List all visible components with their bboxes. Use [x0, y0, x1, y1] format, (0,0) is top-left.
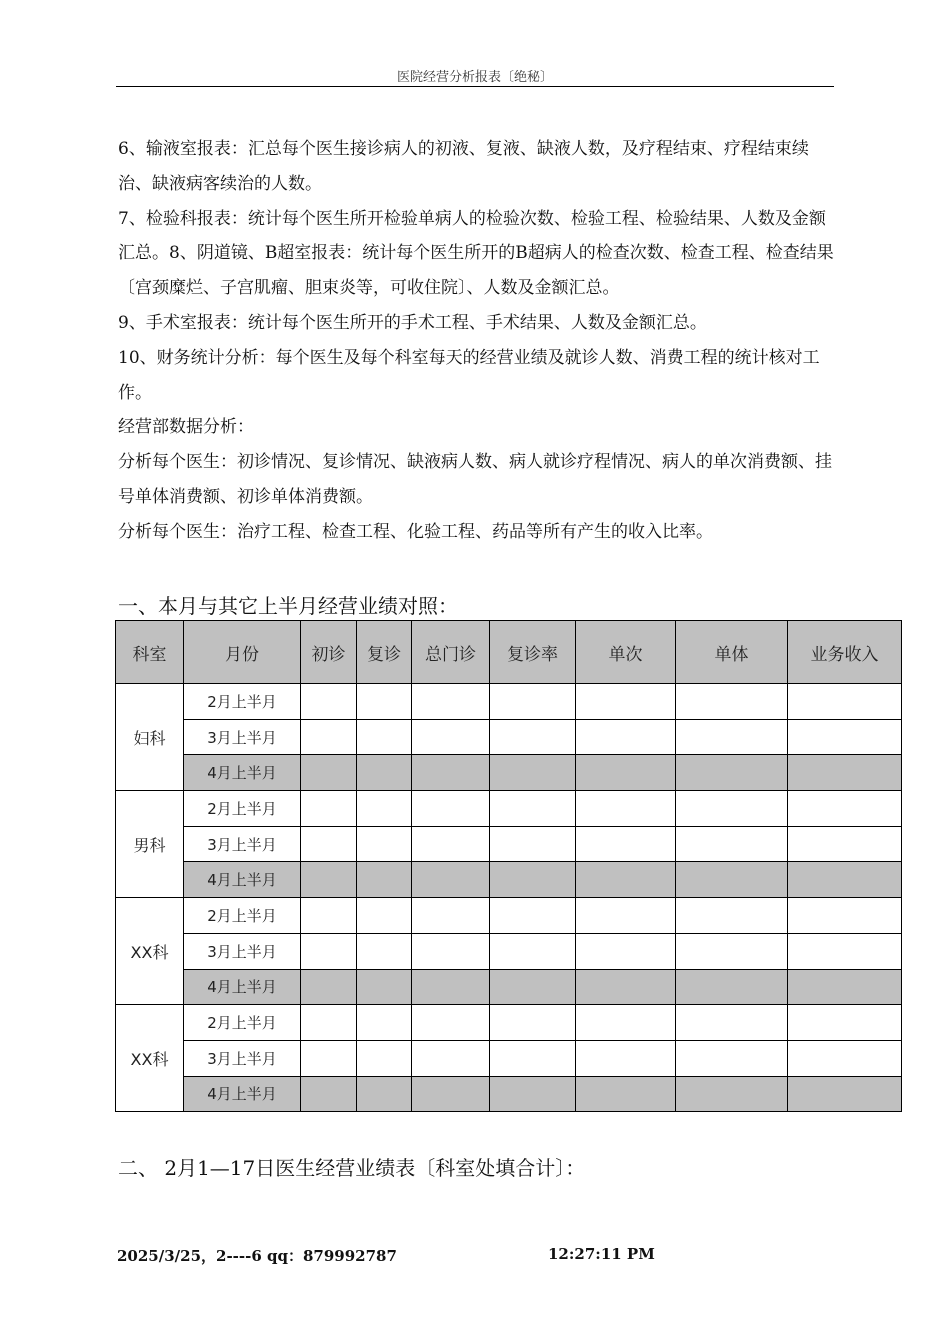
data-cell: [576, 1005, 676, 1041]
data-cell: [490, 933, 576, 969]
data-cell: [576, 684, 676, 720]
data-cell: [788, 826, 902, 862]
data-cell: [788, 1040, 902, 1076]
data-cell: [490, 684, 576, 720]
data-cell: [412, 719, 490, 755]
data-cell: [490, 1040, 576, 1076]
month-cell: 2月上半月: [184, 791, 301, 827]
data-cell: [676, 719, 788, 755]
data-cell: [357, 1076, 412, 1112]
page-header: 医院经营分析报表〔绝秘〕: [396, 70, 553, 85]
data-cell: [412, 1076, 490, 1112]
data-cell: [676, 1040, 788, 1076]
data-cell: [788, 862, 902, 898]
paragraph-doctor-analysis-1: 分析每个医生：初诊情况、复诊情况、缺液病人数、病人就诊疗程情况、病人的单次消费额、挂号单体消费额、初诊单体消费额。: [118, 452, 832, 507]
data-cell: [301, 791, 357, 827]
header-revenue: 业务收入: [788, 621, 902, 684]
data-cell: [676, 791, 788, 827]
month-cell: 4月上半月: [184, 969, 301, 1005]
data-cell: [490, 719, 576, 755]
dept-cell: 妇科: [116, 684, 184, 791]
month-cell: 4月上半月: [184, 862, 301, 898]
table-header-row: [116, 621, 902, 684]
data-cell: [412, 862, 490, 898]
table-row: [116, 1005, 902, 1041]
month-cell: 3月上半月: [184, 1040, 301, 1076]
table-row: [116, 791, 902, 827]
data-cell: [576, 1040, 676, 1076]
data-cell: [357, 826, 412, 862]
data-cell: [412, 969, 490, 1005]
data-cell: [576, 791, 676, 827]
data-cell: [357, 755, 412, 791]
data-cell: [301, 1040, 357, 1076]
data-cell: [301, 862, 357, 898]
data-cell: [490, 1005, 576, 1041]
data-cell: [301, 1005, 357, 1041]
table-row: [116, 933, 902, 969]
performance-comparison-table: [115, 620, 902, 1112]
data-cell: [357, 1005, 412, 1041]
month-cell: 4月上半月: [184, 755, 301, 791]
data-cell: [788, 791, 902, 827]
data-cell: [788, 719, 902, 755]
data-cell: [412, 1040, 490, 1076]
data-cell: [676, 933, 788, 969]
data-cell: [788, 898, 902, 934]
section-title-comparison: 一、本月与其它上半月经营业绩对照：: [118, 594, 458, 618]
data-cell: [412, 755, 490, 791]
data-cell: [490, 826, 576, 862]
data-cell: [301, 826, 357, 862]
header-per-patient: 单体: [676, 621, 788, 684]
data-cell: [357, 719, 412, 755]
data-cell: [490, 862, 576, 898]
data-cell: [412, 898, 490, 934]
header-per-visit: 单次: [576, 621, 676, 684]
data-cell: [301, 719, 357, 755]
dept-cell: 男科: [116, 791, 184, 898]
data-cell: [676, 1005, 788, 1041]
data-cell: [676, 1076, 788, 1112]
data-cell: [357, 791, 412, 827]
data-cell: [676, 826, 788, 862]
data-cell: [357, 898, 412, 934]
data-cell: [788, 1076, 902, 1112]
header-total-outpatient: 总门诊: [412, 621, 490, 684]
header-divider: [116, 86, 834, 87]
month-cell: 2月上半月: [184, 898, 301, 934]
table-row: [116, 969, 902, 1005]
month-cell: 2月上半月: [184, 1005, 301, 1041]
data-cell: [576, 719, 676, 755]
section-title-doctor-performance: 二、 2月1—17日医生经营业绩表〔科室处填合计〕：: [118, 1156, 586, 1180]
data-cell: [576, 1076, 676, 1112]
data-cell: [490, 969, 576, 1005]
header-dept: 科室: [116, 621, 184, 684]
data-cell: [357, 933, 412, 969]
data-cell: [301, 933, 357, 969]
table-row: [116, 719, 902, 755]
paragraph-infusion-report: 6、输液室报表：汇总每个医生接诊病人的初液、复液、缺液人数，及疗程结束、疗程结束续治、缺液病客续治的人数。: [118, 139, 809, 194]
data-cell: [301, 684, 357, 720]
body-text: [118, 132, 834, 550]
data-cell: [576, 933, 676, 969]
data-cell: [490, 898, 576, 934]
header-first-visit: 初诊: [301, 621, 357, 684]
data-cell: [301, 898, 357, 934]
paragraph-operations-heading: 经营部数据分析：: [118, 417, 254, 438]
data-cell: [676, 969, 788, 1005]
table-row: [116, 684, 902, 720]
data-cell: [788, 969, 902, 1005]
data-cell: [576, 826, 676, 862]
data-cell: [357, 684, 412, 720]
data-cell: [576, 898, 676, 934]
data-cell: [412, 1005, 490, 1041]
data-cell: [412, 826, 490, 862]
header-month: 月份: [184, 621, 301, 684]
data-cell: [788, 1005, 902, 1041]
month-cell: 3月上半月: [184, 933, 301, 969]
data-cell: [357, 862, 412, 898]
data-cell: [676, 684, 788, 720]
month-cell: 4月上半月: [184, 1076, 301, 1112]
data-cell: [676, 862, 788, 898]
table-row: [116, 826, 902, 862]
data-cell: [576, 862, 676, 898]
paragraph-surgery-report: 9、手术室报表：统计每个医生所开的手术工程、手术结果、人数及金额汇总。: [118, 312, 707, 333]
paragraph-doctor-analysis-2: 分析每个医生：治疗工程、检查工程、化验工程、药品等所有产生的收入比率。: [118, 521, 713, 542]
footer-time: 12:27:11 PM: [548, 1245, 655, 1263]
table-row: [116, 1076, 902, 1112]
table-row: [116, 862, 902, 898]
month-cell: 2月上半月: [184, 684, 301, 720]
dept-cell: XX科: [116, 898, 184, 1005]
data-cell: [490, 791, 576, 827]
month-cell: 3月上半月: [184, 719, 301, 755]
data-cell: [788, 933, 902, 969]
dept-cell: XX科: [116, 1005, 184, 1112]
data-cell: [412, 791, 490, 827]
table-row: [116, 898, 902, 934]
data-cell: [788, 755, 902, 791]
paragraph-lab-report: 7、检验科报表：统计每个医生所开检验单病人的检验次数、检验工程、检验结果、人数及金额汇总。8、阴道镜、B超室报表：统计每个医生所开的B超病人的检查次数、检查工程、检查结果〔宫颈糜烂、子宫肌瘤、胆束炎等，可收住院〕、人数及金额汇总。: [118, 208, 834, 299]
header-return-rate: 复诊率: [490, 621, 576, 684]
footer-date-contact: 2025/3/25，2----6 qq：879992787: [117, 1247, 397, 1265]
data-cell: [490, 755, 576, 791]
paragraph-finance-analysis: 10、财务统计分析：每个医生及每个科室每天的经营业绩及就诊人数、消费工程的统计核对工作。: [118, 347, 820, 403]
data-cell: [357, 969, 412, 1005]
data-cell: [676, 898, 788, 934]
data-cell: [490, 1076, 576, 1112]
data-cell: [576, 755, 676, 791]
header-return-visit: 复诊: [357, 621, 412, 684]
data-cell: [301, 969, 357, 1005]
data-cell: [412, 933, 490, 969]
table-row: [116, 755, 902, 791]
data-cell: [357, 1040, 412, 1076]
data-cell: [301, 755, 357, 791]
data-cell: [412, 684, 490, 720]
data-cell: [788, 684, 902, 720]
table-row: [116, 1040, 902, 1076]
data-cell: [676, 755, 788, 791]
data-cell: [576, 969, 676, 1005]
month-cell: 3月上半月: [184, 826, 301, 862]
data-cell: [301, 1076, 357, 1112]
